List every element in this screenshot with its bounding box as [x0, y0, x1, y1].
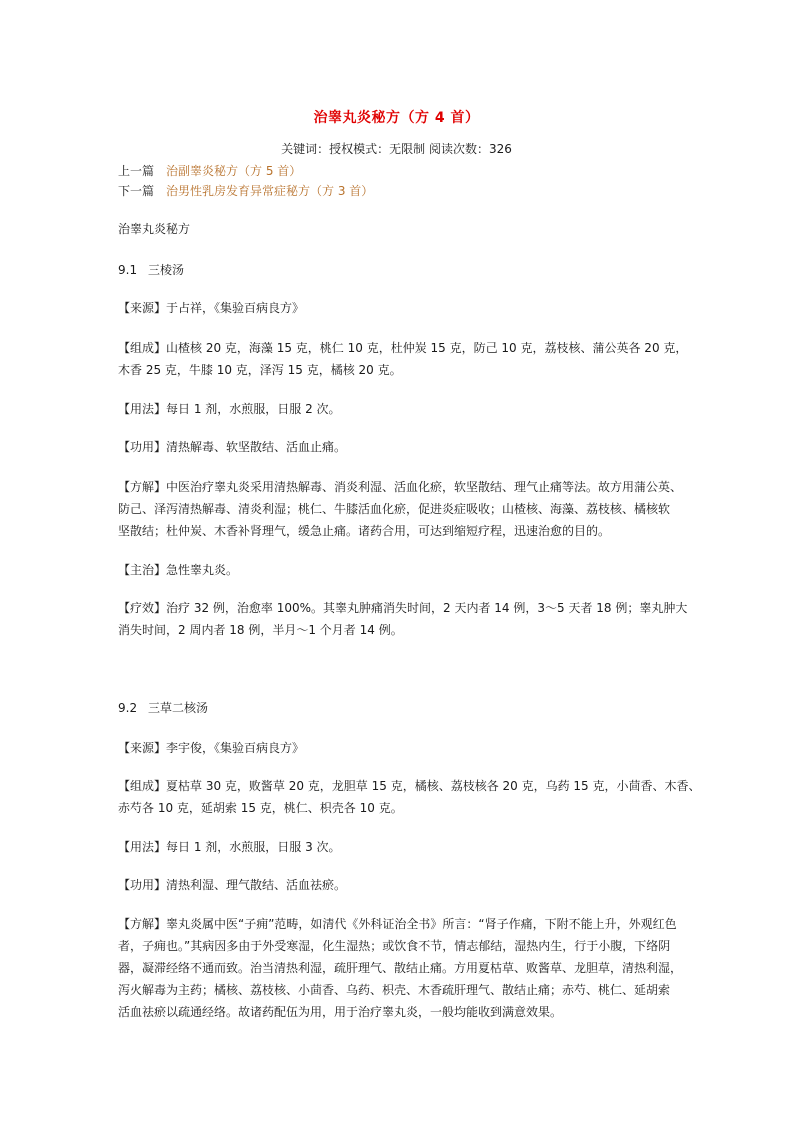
result-paragraph	[118, 597, 690, 641]
effect-line: 【功用】清热解毒、软坚散结、活血止痛。	[118, 440, 347, 454]
text-line: 【疗效】治疗 32 例，治愈率 100%。其睾丸肿痛消失时间，2 天内者 14 例，3～5 天者 18 例；睾丸肿大	[118, 601, 688, 615]
text-line: 坚散结；杜仲炭、木香补肾理气，缓急止痛。诸药合用，可达到缩短疗程，迅速治愈的目的。	[118, 524, 611, 538]
intro-heading: 治睾丸炎秘方	[118, 222, 191, 236]
source-line: 【来源】李宇俊，《集验百病良方》	[118, 741, 305, 755]
composition-paragraph	[118, 775, 701, 819]
text-line: 赤芍各 10 克，延胡索 15 克，桃仁、枳壳各 10 克。	[118, 801, 403, 815]
composition-paragraph	[118, 337, 690, 381]
next-article-nav	[118, 182, 373, 199]
prev-article-nav	[118, 162, 301, 179]
text-line: 消失时间，2 周内者 18 例，半月～1 个月者 14 例。	[118, 623, 403, 637]
explanation-paragraph	[118, 476, 690, 542]
text-line: 防己、泽泻清热解毒、清炎利湿；桃仁、牛膝活血化瘀，促进炎症吸收；山楂核、海藻、荔枝核、橘核软	[118, 502, 671, 516]
page-title: 治睾丸炎秘方（方 4 首）	[313, 110, 480, 126]
text-line: 木香 25 克，牛膝 10 克，泽泻 15 克，橘核 20 克。	[118, 363, 402, 377]
article-meta: 关键词：授权模式：无限制 阅读次数：326	[281, 142, 512, 156]
text-line: 者，子痈也。”其病因多由于外受寒湿，化生湿热；或饮食不节，情志郁结，湿热内生，行于小腹，下络阴	[118, 939, 671, 953]
section-name: 三棱汤	[148, 263, 185, 277]
usage-line: 【用法】每日 1 剂，水煎服，日服 2 次。	[118, 402, 341, 416]
text-line: 【组成】夏枯草 30 克，败酱草 20 克，龙胆草 15 克，橘核、荔枝核各 20 克，乌药 15 克，小茴香、木香、	[118, 779, 701, 793]
text-line: 【方解】中医治疗睾丸炎采用清热解毒、消炎利湿、活血化瘀，软坚散结、理气止痛等法。故方用蒲公英、	[118, 480, 683, 494]
section-heading-9-2	[118, 697, 678, 719]
usage-line: 【用法】每日 1 剂，水煎服，日服 3 次。	[118, 840, 341, 854]
prev-label: 上一篇	[118, 164, 155, 178]
section-heading-9-1	[118, 259, 678, 281]
text-line: 【方解】睾丸炎属中医“子痈”范畴，如清代《外科证治全书》所言：“肾子作痛，下附不能上升，外观红色	[118, 917, 677, 931]
prev-article-link[interactable]: 治副睾炎秘方（方 5 首）	[166, 164, 302, 178]
effect-line: 【功用】清热利湿、理气散结、活血祛瘀。	[118, 878, 347, 892]
section-number: 9.1	[118, 263, 138, 277]
next-label: 下一篇	[118, 184, 155, 198]
text-line: 【组成】山楂核 20 克，海藻 15 克，桃仁 10 克，杜仲炭 15 克，防己 10 克，荔枝核、蒲公英各 20 克，	[118, 341, 688, 355]
next-article-link[interactable]: 治男性乳房发育异常症秘方（方 3 首）	[166, 184, 374, 198]
section-name: 三草二核汤	[148, 701, 209, 715]
source-line: 【来源】于占祥，《集验百病良方》	[118, 301, 305, 315]
explanation-paragraph	[118, 913, 690, 1023]
indication-line: 【主治】急性睾丸炎。	[118, 563, 239, 577]
text-line: 器，凝滞经络不通而致。治当清热利湿，疏肝理气、散结止痛。方用夏枯草、败酱草、龙胆草，清热利湿，	[118, 961, 683, 975]
text-line: 泻火解毒为主药；橘核、荔枝核、小茴香、乌药、枳壳、木香疏肝理气、散结止痛；赤芍、桃仁、延胡索	[118, 983, 671, 997]
text-line: 活血祛瘀以疏通经络。故诸药配伍为用，用于治疗睾丸炎，一般均能收到满意效果。	[118, 1005, 563, 1019]
section-number: 9.2	[118, 701, 138, 715]
